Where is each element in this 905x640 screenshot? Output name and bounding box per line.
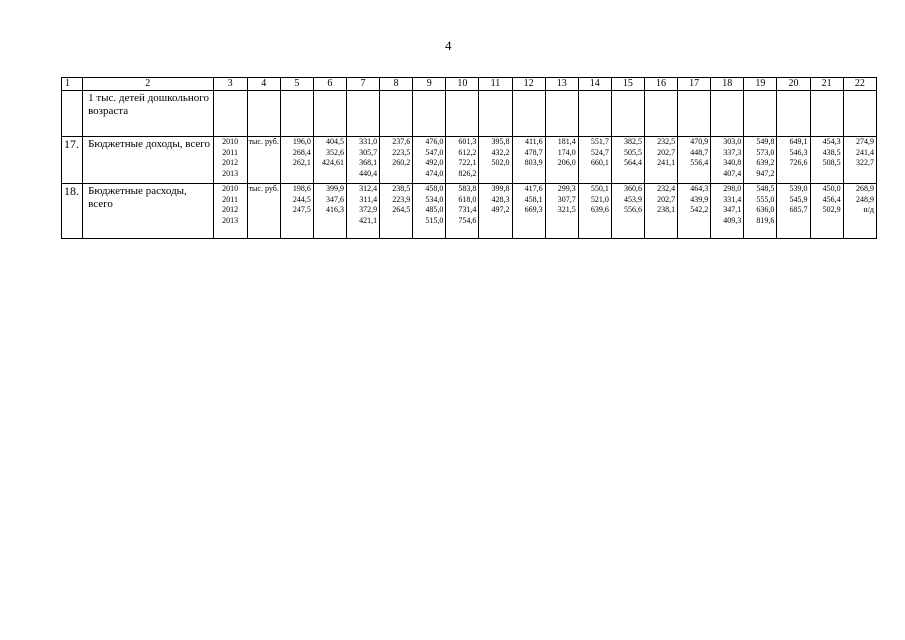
cell-value: 564,4 — [623, 158, 642, 167]
cell-value: 416,3 — [325, 205, 344, 214]
cell-value: 411,6 — [524, 137, 543, 146]
cell-value: 337,3 — [723, 147, 742, 157]
value-cell — [810, 137, 843, 184]
cell-value: 432,2 — [491, 147, 510, 157]
cell-value: 331,4 — [723, 194, 742, 204]
column-number: 9 — [413, 78, 446, 91]
value-cell — [843, 137, 876, 184]
cell-value: 303,0 — [723, 137, 742, 146]
empty-cell — [213, 91, 247, 137]
cell-value: 521,0 — [590, 194, 609, 204]
cell-value: 409,3 — [723, 215, 742, 225]
value-cell — [711, 184, 744, 239]
column-number-row — [62, 78, 877, 91]
unit-cell: тыс. руб. — [247, 137, 280, 184]
cell-value — [281, 216, 311, 227]
cell-value — [380, 216, 410, 227]
value-cell — [644, 184, 677, 239]
cell-value: 260,2 — [392, 158, 411, 167]
cell-value: 407,4 — [723, 168, 742, 178]
cell-value: 497,2 — [491, 205, 510, 214]
statistics-table — [61, 77, 877, 239]
cell-value: 639,2 — [756, 158, 775, 167]
cell-value: 556,6 — [623, 205, 642, 214]
column-number: 20 — [777, 78, 810, 91]
cell-value: 440,4 — [359, 168, 378, 178]
cell-value: 174,0 — [557, 147, 576, 157]
value-cell — [744, 184, 777, 239]
cell-value: 454,3 — [822, 137, 841, 146]
column-number: 12 — [512, 78, 545, 91]
cell-value: 347,6 — [325, 194, 344, 204]
cell-value: 550,1 — [590, 184, 609, 193]
cell-value: 639,6 — [590, 205, 609, 214]
indicator-row — [62, 137, 877, 184]
value-cell — [280, 137, 313, 184]
cell-value: 685,7 — [789, 205, 808, 214]
cell-value: 458,1 — [524, 194, 543, 204]
column-number: 2 — [83, 78, 213, 91]
column-number: 5 — [280, 78, 313, 91]
cell-value — [513, 169, 543, 180]
cell-value: 424,61 — [321, 158, 344, 167]
empty-cell — [313, 91, 346, 137]
cell-value: 399,8 — [491, 184, 510, 193]
column-number: 10 — [446, 78, 479, 91]
cell-value: 470,9 — [690, 137, 709, 146]
cell-value: 551,7 — [590, 137, 609, 146]
column-number: 7 — [346, 78, 379, 91]
cell-value: 274,9 — [856, 137, 874, 146]
empty-cell — [744, 91, 777, 137]
cell-value: 311,4 — [359, 194, 378, 204]
cell-value: 549,8 — [756, 137, 775, 146]
cell-value — [281, 169, 311, 180]
cell-value: 331,0 — [359, 137, 378, 146]
cell-value — [314, 169, 344, 180]
cell-value: 583,8 — [458, 184, 477, 193]
cell-value: 417,6 — [524, 184, 543, 193]
cell-value — [811, 216, 841, 227]
cell-value: 474,0 — [425, 168, 444, 178]
value-cell — [479, 137, 512, 184]
value-cell — [512, 184, 545, 239]
cell-value: 524,7 — [590, 147, 609, 157]
cell-value: 439,9 — [690, 194, 709, 204]
value-cell — [413, 137, 446, 184]
cell-value: 458,0 — [425, 184, 444, 193]
cell-value: 321,5 — [557, 205, 576, 214]
cell-value: 181,4 — [557, 137, 576, 146]
indicator-row — [62, 184, 877, 239]
cell-value: 464,3 — [690, 184, 709, 193]
cell-value: н/д — [863, 205, 874, 214]
cell-value — [844, 169, 874, 180]
cell-value: 546,3 — [789, 147, 808, 157]
value-cell — [611, 184, 644, 239]
value-cell — [512, 137, 545, 184]
year-value: 2010 — [222, 137, 239, 146]
column-number: 22 — [843, 78, 876, 91]
value-cell — [644, 137, 677, 184]
cell-value: 360,6 — [623, 184, 642, 193]
cell-value — [314, 216, 344, 227]
value-cell — [545, 184, 578, 239]
cell-value: 196,0 — [292, 137, 311, 146]
cell-value: 515,0 — [425, 215, 444, 225]
cell-value: 502,0 — [491, 158, 510, 167]
cell-value: 456,4 — [822, 194, 841, 204]
value-cell — [446, 184, 479, 239]
cell-value: 636,0 — [756, 205, 775, 214]
empty-cell — [578, 91, 611, 137]
empty-cell — [413, 91, 446, 137]
cell-value — [612, 169, 642, 180]
column-number: 4 — [247, 78, 280, 91]
cell-value: 347,1 — [723, 205, 742, 214]
value-cell — [810, 184, 843, 239]
cell-value: 731,4 — [458, 205, 477, 214]
cell-value: 754,6 — [458, 215, 477, 225]
value-cell — [446, 137, 479, 184]
cell-value: 485,0 — [425, 205, 444, 214]
value-cell — [611, 137, 644, 184]
cell-value: 573,0 — [756, 147, 775, 157]
cell-value: 237,6 — [392, 137, 411, 146]
cell-value: 404,5 — [325, 137, 344, 146]
column-number: 15 — [611, 78, 644, 91]
empty-cell — [644, 91, 677, 137]
empty-cell — [611, 91, 644, 137]
cell-value: 555,0 — [756, 194, 775, 204]
continuation-label: 1 тыс. детей дошкольного возраста — [83, 91, 213, 137]
cell-value: 476,0 — [425, 137, 444, 146]
column-number: 8 — [380, 78, 413, 91]
value-cell — [711, 137, 744, 184]
cell-value: 508,5 — [822, 158, 841, 167]
cell-value — [479, 169, 509, 180]
cell-value: 232,4 — [657, 184, 676, 193]
cell-value: 223,5 — [392, 147, 411, 157]
column-number: 1 — [62, 78, 83, 91]
cell-value — [645, 169, 675, 180]
cell-value: 548,5 — [756, 184, 775, 193]
year-value: 2011 — [222, 194, 238, 204]
empty-cell — [247, 91, 280, 137]
column-number: 18 — [711, 78, 744, 91]
empty-cell — [678, 91, 711, 137]
value-cell — [479, 184, 512, 239]
cell-value — [546, 216, 576, 227]
empty-cell — [446, 91, 479, 137]
year-value: 2013 — [222, 215, 239, 225]
cell-value: 198,6 — [292, 184, 311, 193]
cell-value: 238,1 — [657, 205, 676, 214]
cell-value: 450,0 — [822, 184, 841, 193]
years-cell — [213, 184, 247, 239]
cell-value: 618,0 — [458, 194, 477, 204]
row-number: 18. — [62, 184, 83, 239]
value-cell — [843, 184, 876, 239]
cell-value: 539,0 — [789, 184, 808, 193]
cell-value: 722,1 — [458, 158, 477, 167]
cell-value: 534,0 — [425, 194, 444, 204]
cell-value: 556,4 — [690, 158, 709, 167]
cell-value: 803,9 — [524, 158, 543, 167]
column-number: 13 — [545, 78, 578, 91]
cell-value: 248,9 — [856, 194, 874, 204]
cell-value: 492,0 — [425, 158, 444, 167]
cell-value: 372,9 — [359, 205, 378, 214]
column-number: 19 — [744, 78, 777, 91]
value-cell — [413, 184, 446, 239]
cell-value: 232,5 — [657, 137, 676, 146]
year-value: 2012 — [222, 158, 239, 167]
cell-value — [479, 216, 509, 227]
value-cell — [380, 184, 413, 239]
cell-value — [546, 169, 576, 180]
column-number: 21 — [810, 78, 843, 91]
empty-cell — [777, 91, 810, 137]
cell-value: 438,5 — [822, 147, 841, 157]
empty-cell — [280, 91, 313, 137]
cell-value: 247,5 — [292, 205, 311, 214]
cell-value: 241,4 — [856, 147, 874, 157]
page-number: 4 — [445, 38, 452, 53]
unit-cell: тыс. руб. — [247, 184, 280, 239]
value-cell — [346, 137, 379, 184]
cell-value — [678, 216, 708, 227]
cell-value: 453,9 — [623, 194, 642, 204]
cell-value — [777, 169, 807, 180]
cell-value: 244,5 — [292, 194, 311, 204]
cell-value: 448,7 — [690, 147, 709, 157]
year-value: 2010 — [222, 184, 239, 193]
indicator-label: Бюджетные расходы, всего — [83, 184, 213, 239]
indicator-label: Бюджетные доходы, всего — [83, 137, 213, 184]
cell-value: 299,3 — [557, 184, 576, 193]
cell-value — [513, 216, 543, 227]
cell-value: 545,9 — [789, 194, 808, 204]
column-number: 14 — [578, 78, 611, 91]
empty-cell — [62, 91, 83, 137]
continuation-row — [62, 91, 877, 137]
empty-cell — [843, 91, 876, 137]
cell-value: 352,6 — [325, 147, 344, 157]
cell-value: 649,1 — [789, 137, 808, 146]
cell-value: 502,9 — [822, 205, 841, 214]
value-cell — [346, 184, 379, 239]
cell-value — [579, 169, 609, 180]
cell-value: 395,8 — [491, 137, 510, 146]
value-cell — [280, 184, 313, 239]
cell-value: 819,6 — [756, 215, 775, 225]
year-value: 2013 — [222, 168, 239, 178]
cell-value: 947,2 — [756, 168, 775, 178]
cell-value — [645, 216, 675, 227]
value-cell — [545, 137, 578, 184]
cell-value: 202,7 — [657, 147, 676, 157]
cell-value: 601,3 — [458, 137, 477, 146]
cell-value — [612, 216, 642, 227]
value-cell — [578, 137, 611, 184]
cell-value: 262,1 — [292, 158, 311, 167]
cell-value: 428,3 — [491, 194, 510, 204]
year-value: 2011 — [222, 147, 238, 157]
empty-cell — [810, 91, 843, 137]
cell-value — [844, 216, 874, 227]
value-cell — [744, 137, 777, 184]
cell-value: 223,9 — [392, 194, 411, 204]
cell-value: 305,7 — [359, 147, 378, 157]
cell-value: 312,4 — [359, 184, 378, 193]
value-cell — [313, 137, 346, 184]
cell-value: 726,6 — [789, 158, 808, 167]
cell-value: 505,5 — [623, 147, 642, 157]
cell-value: 542,2 — [690, 205, 709, 214]
cell-value: 206,0 — [557, 158, 576, 167]
year-value: 2012 — [222, 205, 239, 214]
cell-value — [579, 216, 609, 227]
column-number: 16 — [644, 78, 677, 91]
column-number: 6 — [313, 78, 346, 91]
cell-value: 826,2 — [458, 168, 477, 178]
cell-value: 307,7 — [557, 194, 576, 204]
cell-value — [678, 169, 708, 180]
cell-value: 399,9 — [325, 184, 344, 193]
value-cell — [578, 184, 611, 239]
cell-value: 264,5 — [392, 205, 411, 214]
cell-value: 382,5 — [623, 137, 642, 146]
cell-value: 669,3 — [524, 205, 543, 214]
row-number: 17. — [62, 137, 83, 184]
cell-value: 268,4 — [292, 147, 311, 157]
cell-value: 612,2 — [458, 147, 477, 157]
value-cell — [678, 137, 711, 184]
cell-value: 368,1 — [359, 158, 378, 167]
cell-value: 298,0 — [723, 184, 742, 193]
cell-value: 547,0 — [425, 147, 444, 157]
cell-value: 238,5 — [392, 184, 411, 193]
empty-cell — [711, 91, 744, 137]
value-cell — [313, 184, 346, 239]
cell-value: 660,1 — [590, 158, 609, 167]
empty-cell — [380, 91, 413, 137]
cell-value: 268,9 — [856, 184, 874, 193]
empty-cell — [512, 91, 545, 137]
empty-cell — [479, 91, 512, 137]
column-number: 11 — [479, 78, 512, 91]
value-cell — [777, 184, 810, 239]
cell-value: 322,7 — [856, 158, 874, 167]
value-cell — [380, 137, 413, 184]
cell-value: 340,8 — [723, 158, 742, 167]
years-cell — [213, 137, 247, 184]
empty-cell — [545, 91, 578, 137]
cell-value — [380, 169, 410, 180]
column-number: 3 — [213, 78, 247, 91]
cell-value: 421,1 — [359, 215, 378, 225]
cell-value: 478,7 — [524, 147, 543, 157]
cell-value — [777, 216, 807, 227]
empty-cell — [346, 91, 379, 137]
cell-value: 202,7 — [657, 194, 676, 204]
value-cell — [678, 184, 711, 239]
value-cell — [777, 137, 810, 184]
cell-value — [811, 169, 841, 180]
column-number: 17 — [678, 78, 711, 91]
cell-value: 241,1 — [657, 158, 676, 167]
